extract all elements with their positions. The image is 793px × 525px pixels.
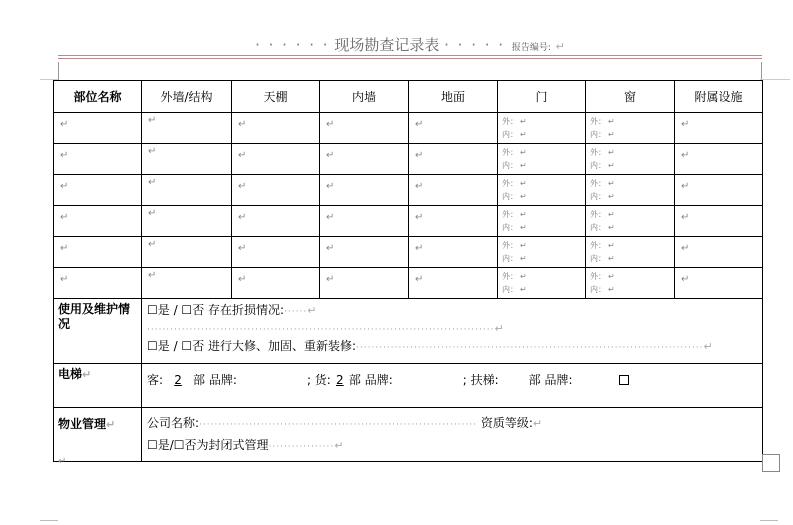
- table-cell[interactable]: [586, 144, 675, 175]
- paragraph-mark-icon: ↵: [148, 115, 157, 126]
- table-cell[interactable]: [320, 237, 409, 268]
- usage-line-2: ☐是 / ☐否 进行大修、加固、重新装修:··························································································↵: [147, 339, 713, 353]
- table-cell[interactable]: [320, 144, 409, 175]
- paragraph-mark-icon: ↵: [238, 274, 247, 285]
- table-cell[interactable]: [586, 206, 675, 237]
- outer-label: 外： ↵: [502, 210, 527, 219]
- paragraph-mark-icon: ↵: [415, 119, 424, 130]
- usage-line-1: ☐是 / ☐否 存在折损情况:······↵: [147, 303, 317, 317]
- table-row: [54, 237, 763, 268]
- table-cell[interactable]: [498, 268, 586, 299]
- table-cell[interactable]: [142, 206, 232, 237]
- table-row: [54, 206, 763, 237]
- table-row: [54, 113, 763, 144]
- report-number-label: 报告编号:: [511, 43, 551, 53]
- paragraph-mark-icon: ↵: [681, 243, 690, 254]
- page-corner-box: [762, 454, 780, 472]
- passenger-count: 2: [174, 373, 182, 387]
- margin-guide-right: [760, 79, 790, 80]
- title-dots-after: · · · · ·: [444, 36, 506, 54]
- paragraph-mark-icon: ↵: [148, 208, 157, 219]
- outer-label: 外： ↵: [502, 117, 527, 126]
- outer-label: 外： ↵: [502, 272, 527, 281]
- table-cell[interactable]: [498, 175, 586, 206]
- table-cell[interactable]: [409, 144, 498, 175]
- company-name-label: 公司名称:: [147, 416, 200, 430]
- outer-label: 外： ↵: [590, 210, 615, 219]
- table-cell[interactable]: [409, 237, 498, 268]
- table-header-row: [54, 81, 763, 113]
- table-cell[interactable]: [232, 113, 320, 144]
- paragraph-mark-icon: ↵: [148, 177, 157, 188]
- inner-label: 内： ↵: [590, 130, 615, 139]
- header-rule-bottom: [58, 58, 762, 59]
- table-cell[interactable]: [232, 206, 320, 237]
- table-cell[interactable]: [142, 175, 232, 206]
- table-cell[interactable]: [409, 175, 498, 206]
- header-floor: 地面: [409, 81, 498, 113]
- table-cell[interactable]: [54, 237, 142, 268]
- table-cell[interactable]: [586, 268, 675, 299]
- outer-label: 外： ↵: [590, 148, 615, 157]
- elevator-content: 客: 2 部 品牌: ; 货: 2 部 品牌: ; 扶梯: 部 品牌:: [142, 364, 763, 408]
- paragraph-mark-icon: ↵: [148, 239, 157, 250]
- header-ceiling: 天棚: [232, 81, 320, 113]
- paragraph-mark-icon: ↵: [60, 119, 69, 130]
- usage-content: [142, 299, 763, 364]
- usage-dotted-line: ··························································································↵: [147, 322, 504, 335]
- outer-label: 外： ↵: [590, 241, 615, 250]
- usage-label: 使用及维护情况: [54, 299, 142, 364]
- closed-management-label: ☐是/☐否为封闭式管理: [147, 438, 269, 452]
- survey-record-table: [53, 80, 763, 462]
- table-cell[interactable]: [675, 268, 763, 299]
- table-cell[interactable]: [232, 237, 320, 268]
- property-label: 物业管理↵: [54, 408, 142, 462]
- paragraph-mark-icon: ↵: [60, 150, 69, 161]
- inner-label: 内： ↵: [590, 254, 615, 263]
- table-cell[interactable]: [142, 144, 232, 175]
- paragraph-mark-icon: ↵: [238, 150, 247, 161]
- paragraph-mark-icon: ↵: [555, 40, 565, 53]
- inner-label: 内： ↵: [502, 192, 527, 201]
- paragraph-mark-icon: ↵: [415, 181, 424, 192]
- paragraph-mark-icon: ↵: [148, 146, 157, 157]
- paragraph-mark-icon: ↵: [681, 150, 690, 161]
- paragraph-mark-icon: ↵: [326, 119, 335, 130]
- table-cell[interactable]: [498, 144, 586, 175]
- elevator-row: [54, 364, 763, 408]
- title-dots: · · · · · ·: [255, 36, 330, 54]
- header-rule-top: [58, 55, 762, 56]
- paragraph-mark-icon: ↵: [238, 181, 247, 192]
- inner-label: 内： ↵: [502, 285, 527, 294]
- table-cell[interactable]: [142, 113, 232, 144]
- table-cell[interactable]: [54, 175, 142, 206]
- paragraph-mark-icon: ↵: [238, 119, 247, 130]
- table-cell[interactable]: [586, 237, 675, 268]
- elevator-label: 电梯↵: [54, 364, 142, 408]
- table-cell[interactable]: [54, 268, 142, 299]
- paragraph-mark-icon: ↵: [60, 274, 69, 285]
- inner-label: 内： ↵: [590, 161, 615, 170]
- page-title: 现场勘查记录表: [334, 36, 440, 54]
- outer-label: 外： ↵: [590, 179, 615, 188]
- inner-label: 内： ↵: [590, 223, 615, 232]
- paragraph-mark-icon: ↵: [326, 274, 335, 285]
- table-cell[interactable]: [54, 206, 142, 237]
- table-cell[interactable]: [54, 144, 142, 175]
- outer-label: 外： ↵: [502, 148, 527, 157]
- inner-label: 内： ↵: [590, 285, 615, 294]
- table-cell[interactable]: [675, 113, 763, 144]
- paragraph-mark-icon: ↵: [238, 212, 247, 223]
- paragraph-mark-icon: ↵: [415, 212, 424, 223]
- inner-label: 内： ↵: [502, 223, 527, 232]
- table-cell[interactable]: [409, 268, 498, 299]
- page-header: [60, 34, 760, 54]
- table-cell[interactable]: [675, 237, 763, 268]
- header-door: 门: [498, 81, 586, 113]
- table-cell[interactable]: [54, 113, 142, 144]
- table-cell[interactable]: [320, 206, 409, 237]
- paragraph-mark-icon: ↵: [60, 212, 69, 223]
- inner-label: 内： ↵: [502, 161, 527, 170]
- paragraph-mark-icon: ↵: [681, 119, 690, 130]
- inner-label: 内： ↵: [502, 254, 527, 263]
- outer-label: 外： ↵: [502, 179, 527, 188]
- table-cell[interactable]: [142, 268, 232, 299]
- outer-label: 外： ↵: [590, 272, 615, 281]
- paragraph-mark-icon: ↵: [415, 150, 424, 161]
- property-content: 公司名称:········································································ 资质等级:↵ ☐是/☐否为封闭式管理·················↵: [142, 408, 763, 462]
- header-interior-wall: 内墙: [320, 81, 409, 113]
- table-cell[interactable]: [586, 175, 675, 206]
- paragraph-mark-icon: ↵: [238, 243, 247, 254]
- paragraph-mark-icon: ↵: [681, 212, 690, 223]
- checkbox-icon[interactable]: [619, 375, 629, 385]
- table-cell[interactable]: [498, 237, 586, 268]
- footer-guide-right: [760, 520, 778, 521]
- paragraph-mark-icon: ↵: [60, 181, 69, 192]
- header-facilities: 附属设施: [675, 81, 763, 113]
- paragraph-mark-icon: ↵: [681, 181, 690, 192]
- qualification-label: 资质等级:: [480, 416, 533, 430]
- table-row: [54, 268, 763, 299]
- table-cell[interactable]: [409, 113, 498, 144]
- header-window: 窗: [586, 81, 675, 113]
- table-cell[interactable]: [675, 175, 763, 206]
- paragraph-mark-icon: ↵: [326, 181, 335, 192]
- header-exterior-wall: 外墙/结构: [142, 81, 232, 113]
- paragraph-mark-icon: ↵: [415, 243, 424, 254]
- paragraph-mark-icon: ↵: [60, 243, 69, 254]
- table-row: [54, 144, 763, 175]
- paragraph-mark-icon: ↵: [326, 243, 335, 254]
- header-part-name: 部位名称: [54, 81, 142, 113]
- usage-row: [54, 299, 763, 364]
- table-cell[interactable]: [498, 206, 586, 237]
- table-cell[interactable]: [320, 268, 409, 299]
- paragraph-mark-icon: ↵: [58, 456, 67, 467]
- table-cell[interactable]: [232, 144, 320, 175]
- table-cell[interactable]: [586, 113, 675, 144]
- table-cell[interactable]: [232, 175, 320, 206]
- table-cell[interactable]: [675, 206, 763, 237]
- inner-label: 内： ↵: [590, 192, 615, 201]
- table-cell[interactable]: [320, 113, 409, 144]
- table-cell[interactable]: [409, 206, 498, 237]
- outer-label: 外： ↵: [590, 117, 615, 126]
- table-row: [54, 175, 763, 206]
- table-cell[interactable]: [232, 268, 320, 299]
- paragraph-mark-icon: ↵: [415, 274, 424, 285]
- paragraph-mark-icon: ↵: [681, 274, 690, 285]
- paragraph-mark-icon: ↵: [326, 150, 335, 161]
- paragraph-mark-icon: ↵: [326, 212, 335, 223]
- outer-label: 外： ↵: [502, 241, 527, 250]
- table-cell[interactable]: [498, 113, 586, 144]
- inner-label: 内： ↵: [502, 130, 527, 139]
- table-cell[interactable]: [142, 237, 232, 268]
- paragraph-mark-icon: ↵: [148, 270, 157, 281]
- table-cell[interactable]: [675, 144, 763, 175]
- property-row: [54, 408, 763, 462]
- freight-count: 2: [336, 373, 344, 387]
- footer-guide-left: [40, 520, 58, 521]
- table-cell[interactable]: [320, 175, 409, 206]
- header-box: [58, 62, 762, 80]
